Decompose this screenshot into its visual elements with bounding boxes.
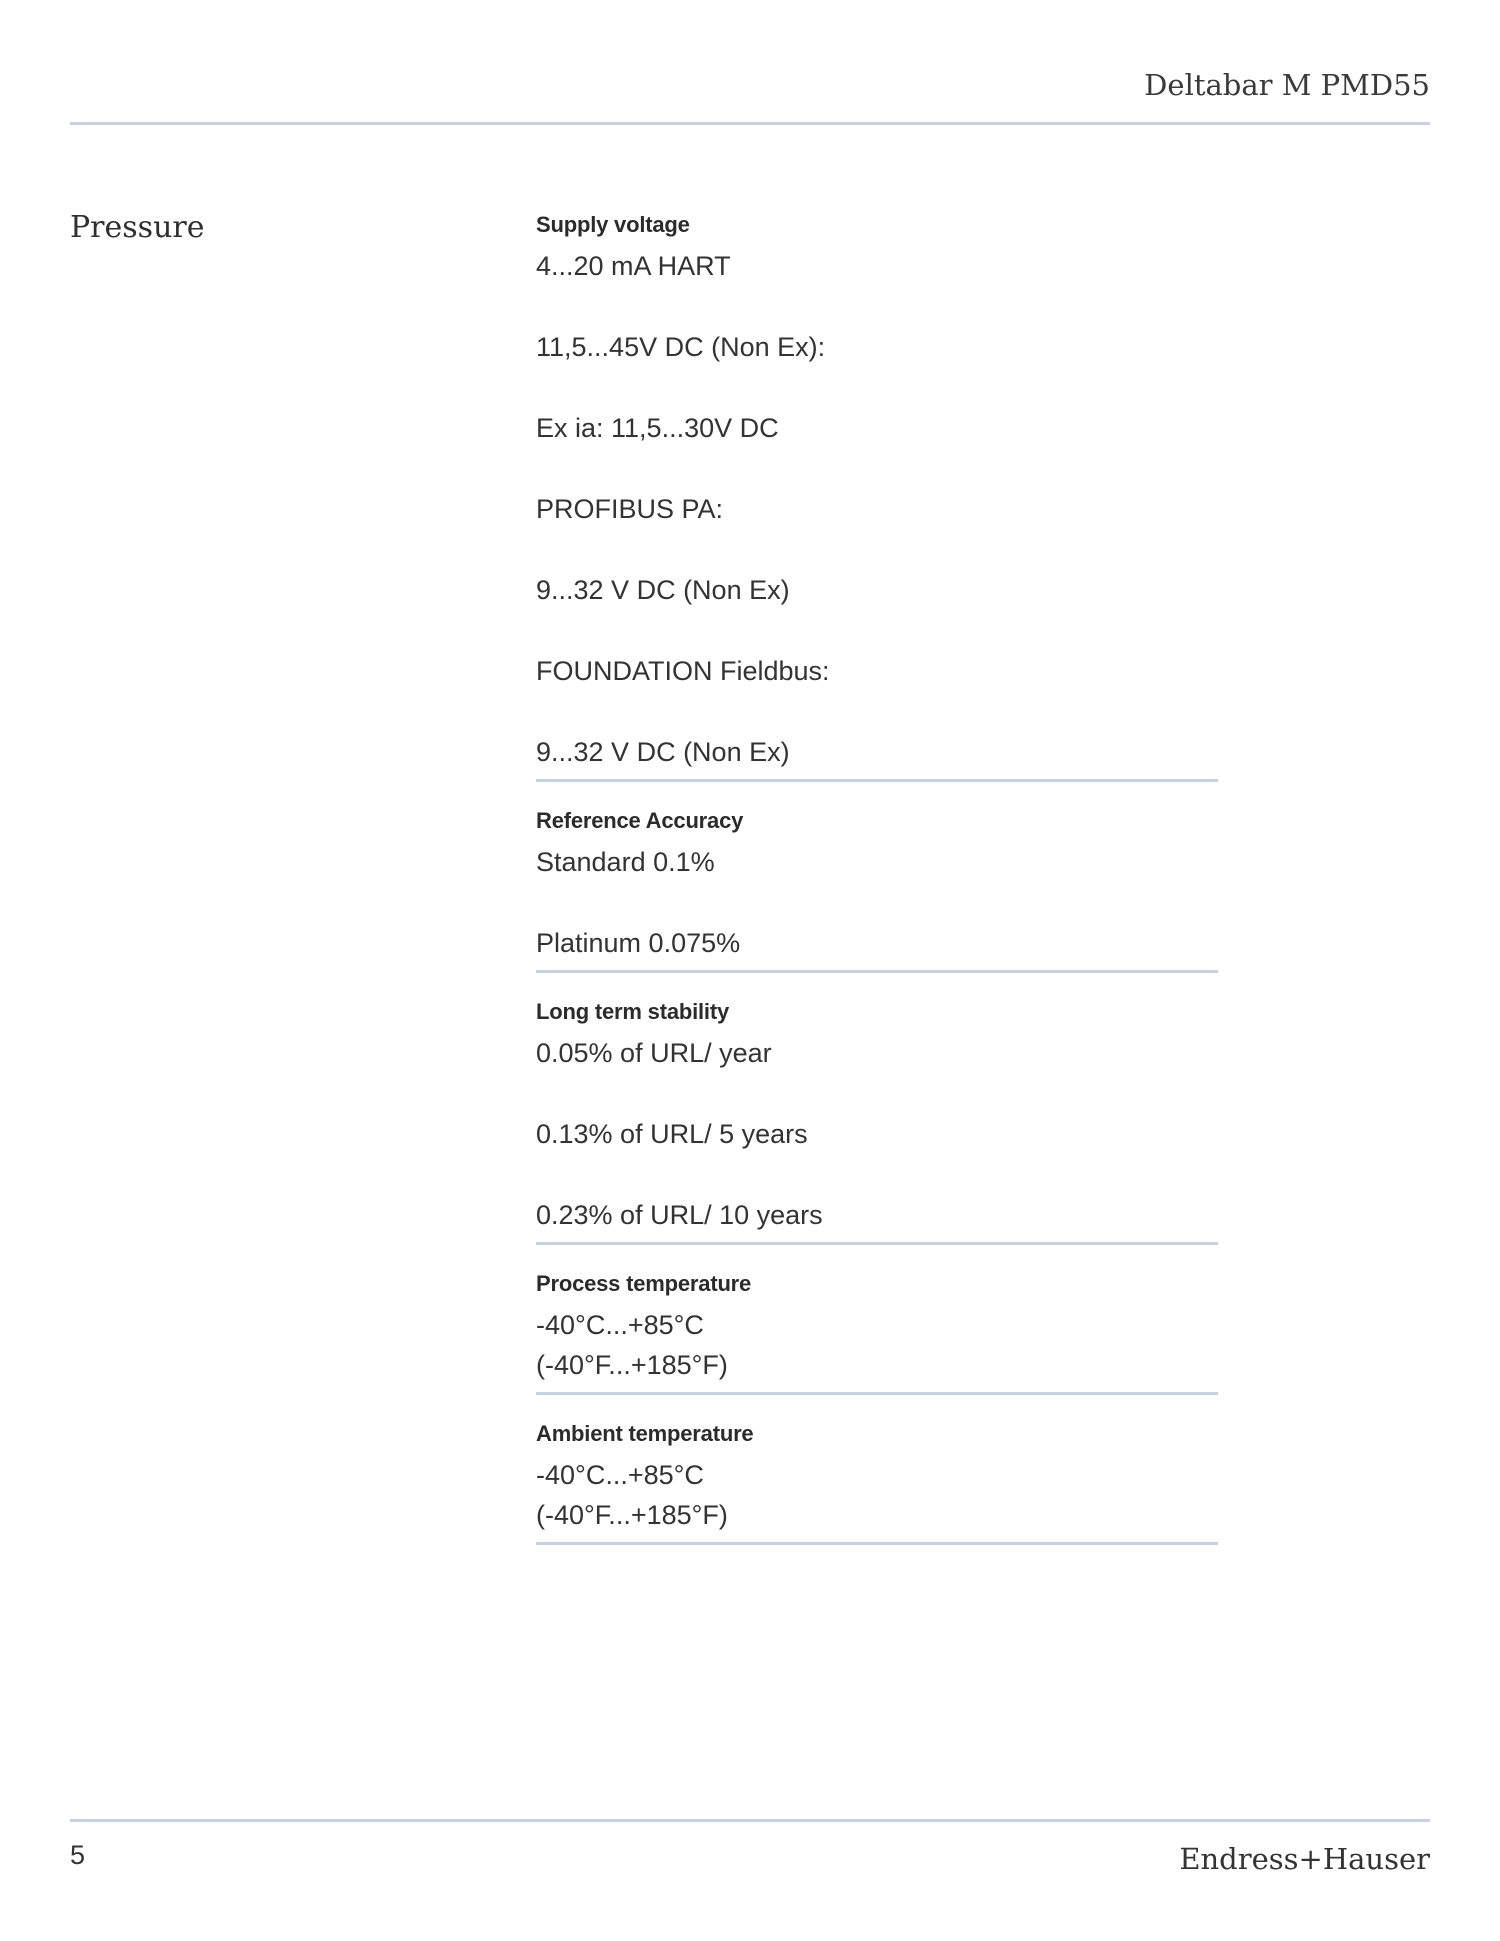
document-header-title: Deltabar M PMD55 bbox=[1144, 68, 1430, 102]
spec-block-ambient-temperature bbox=[536, 1421, 1218, 1545]
spec-value: 9...32 V DC (Non Ex) bbox=[536, 737, 790, 767]
spec-value: -40°C...+85°C bbox=[536, 1310, 704, 1340]
spec-content bbox=[536, 212, 1218, 1571]
spec-value: Platinum 0.075% bbox=[536, 928, 741, 958]
header-divider bbox=[70, 122, 1430, 125]
section-title: Pressure bbox=[70, 210, 205, 245]
spec-value: Ex ia: 11,5...30V DC bbox=[536, 413, 779, 443]
spec-value: (-40°F...+185°F) bbox=[536, 1350, 728, 1380]
spec-label: Reference Accuracy bbox=[536, 808, 744, 833]
spec-value: 9...32 V DC (Non Ex) bbox=[536, 575, 790, 605]
footer-divider bbox=[70, 1819, 1430, 1822]
spec-value: 0.23% of URL/ 10 years bbox=[536, 1200, 823, 1230]
spec-label: Long term stability bbox=[536, 999, 729, 1024]
page-number: 5 bbox=[70, 1840, 86, 1870]
spec-value: FOUNDATION Fieldbus: bbox=[536, 656, 830, 686]
spec-value: 0.05% of URL/ year bbox=[536, 1038, 772, 1068]
spec-block-reference-accuracy bbox=[536, 808, 1218, 973]
spec-value: 11,5...45V DC (Non Ex): bbox=[536, 332, 826, 362]
spec-block-supply-voltage bbox=[536, 212, 1218, 782]
spec-value: 4...20 mA HART bbox=[536, 251, 731, 281]
spec-block-process-temperature bbox=[536, 1271, 1218, 1395]
spec-value: PROFIBUS PA: bbox=[536, 494, 724, 524]
spec-value: 0.13% of URL/ 5 years bbox=[536, 1119, 808, 1149]
spec-block-long-term-stability bbox=[536, 999, 1218, 1245]
spec-value: Standard 0.1% bbox=[536, 847, 715, 877]
footer-brand: Endress+Hauser bbox=[1179, 1842, 1430, 1876]
spec-value: -40°C...+85°C bbox=[536, 1460, 704, 1490]
spec-label: Ambient temperature bbox=[536, 1421, 754, 1446]
spec-label: Process temperature bbox=[536, 1271, 752, 1296]
spec-label: Supply voltage bbox=[536, 212, 690, 237]
spec-value: (-40°F...+185°F) bbox=[536, 1500, 728, 1530]
